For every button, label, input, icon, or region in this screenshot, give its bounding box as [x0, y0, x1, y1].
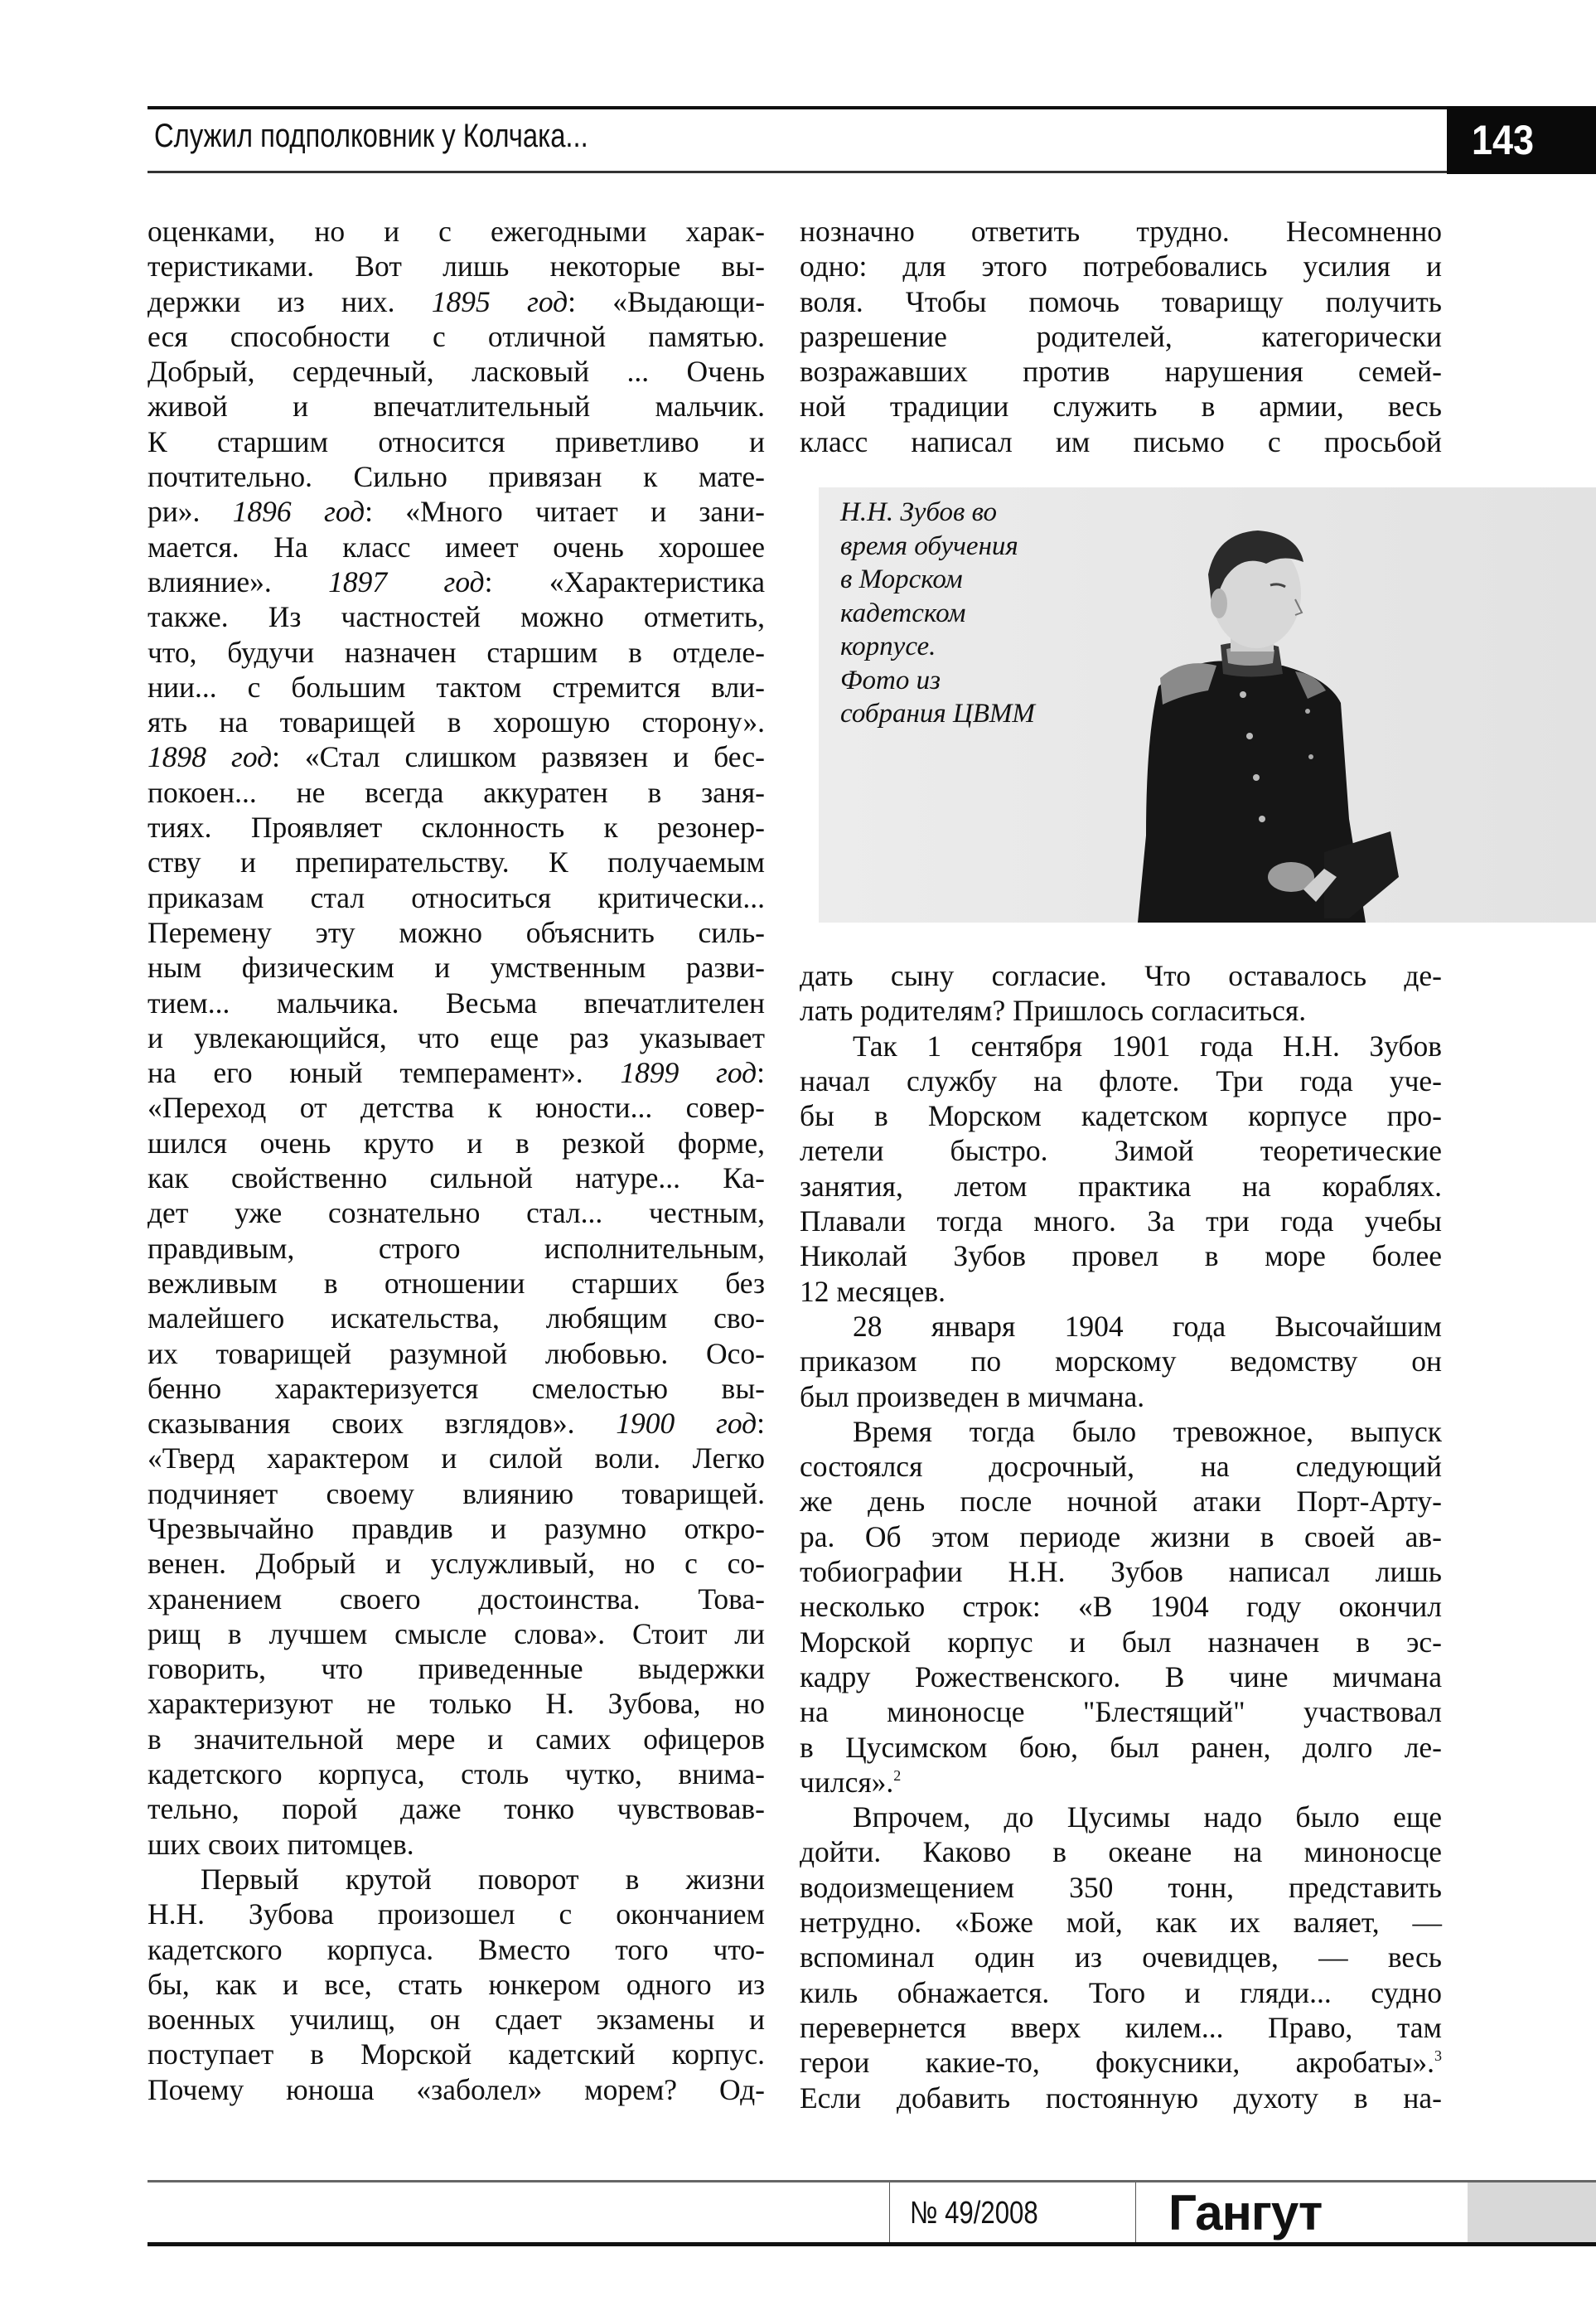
text-line: ри». 1896 год: «Много читает и зани- [148, 495, 766, 529]
photo-figure [819, 487, 1596, 923]
year-label: 1898 год [148, 740, 273, 774]
text-line: ной традиции служить в армии, весь [800, 390, 1442, 424]
text-line: ству и препирательству. К получаемым [148, 845, 765, 879]
footer-divider [889, 2182, 890, 2242]
text-line: почтительно. Сильно привязан к мате- [148, 460, 765, 494]
text-line: их товарищей разумной любовью. Осо- [148, 1336, 765, 1370]
text-line: Н.Н. Зубова произошел с окончанием [148, 1897, 765, 1931]
text-line: герои какие-то, фокусники, акробаты».$^3$ [800, 2046, 1442, 2080]
text-line: был произведен в мичмана. [800, 1379, 1145, 1413]
text-line: Почему юноша «заболел» морем? Од- [148, 2072, 765, 2106]
text-line: ять на товарищей в хорошую сторону». [148, 705, 765, 739]
text-line: тиях. Проявляет склонность к резонер- [148, 811, 765, 845]
running-title: Служил подполковник у Колчака... [154, 118, 588, 154]
text-line: кадетского корпуса. Вместо того что- [148, 1932, 765, 1966]
running-header [148, 106, 1596, 173]
text-line: бы, как и все, стать юнкером одного из [148, 1967, 765, 2001]
text-line: как свойственно сильной натуре... Ка- [148, 1161, 765, 1195]
text-line: занятия, летом практика на кораблях. [800, 1169, 1442, 1203]
text-line: малейшего искательства, любящим сво- [148, 1301, 765, 1335]
text-line: возражавших против нарушения семей- [800, 355, 1442, 389]
text-line: Так 1 сентября 1901 года Н.Н. Зубов [853, 1029, 1442, 1063]
text-line: подчиняет своему влиянию товарищей. [148, 1476, 765, 1510]
text-line: «Переход от детства к юности... совер- [148, 1091, 765, 1125]
text-line: Чрезвычайно правдив и разумно откро- [148, 1511, 765, 1545]
text-line: Николай Зубов провел в море более [800, 1239, 1442, 1273]
text-line: несколько строк: «В 1904 году окончил [800, 1590, 1442, 1624]
text-line: 28 января 1904 года Высочайшим [853, 1309, 1442, 1343]
text-line: венен. Добрый и услужливый, но с со- [148, 1547, 765, 1581]
text-line: шился очень круто и в резкой форме, [148, 1126, 765, 1160]
page-number-box [1447, 106, 1596, 174]
text-line: лать родителям? Пришлось согласиться. [800, 994, 1307, 1028]
text-line: класс написал им письмо с просьбой [800, 424, 1442, 458]
text-line: военных училищ, он сдает экзамены и [148, 2003, 765, 2037]
text-line: бенно характеризуется смелостью вы- [148, 1371, 765, 1405]
text-line: состоялся досрочный, на следующий [800, 1450, 1442, 1484]
text-line: одно: для этого потребовались усилия и [800, 249, 1442, 283]
left-column [148, 214, 765, 2107]
text-line: же день после ночной атаки Порт-Арту- [800, 1485, 1442, 1519]
text-line: К старшим относится приветливо и [148, 424, 765, 458]
text-line: Если добавить постоянную духоту в на- [800, 2081, 1442, 2115]
text-line: летели быстро. Зимой теоретические [800, 1134, 1442, 1168]
text-line: Время тогда было тревожное, выпуск [853, 1414, 1442, 1448]
text-line: чился».$^2$ [800, 1765, 902, 1799]
text-line: Перемену эту можно объяснить силь- [148, 915, 765, 949]
text-line: вежливым в отношении старших без [148, 1266, 765, 1300]
text-line: теристиками. Вот лишь некоторые вы- [148, 249, 765, 283]
text-line: что, будучи назначен старшим в отделе- [148, 635, 765, 669]
text-line: хранением своего достоинства. Това- [148, 1582, 765, 1616]
text-line: живой и впечатлительный мальчик. [148, 390, 765, 424]
text-line: вспоминал один из очевидцев, — весь [800, 1940, 1442, 1974]
text-line: 12 месяцев. [800, 1274, 946, 1308]
text-line: ра. Об этом периоде жизни в своей ав- [800, 1519, 1442, 1553]
text-line: Первый крутой поворот в жизни [201, 1862, 765, 1896]
text-line: нии... с большим тактом стремится вли- [148, 670, 765, 704]
text-line: ших своих питомцев. [148, 1827, 414, 1861]
text-line: оценками, но и с ежегодными харак- [148, 215, 765, 248]
text-line: нетрудно. «Боже мой, как их валяет, — [800, 1906, 1442, 1940]
magazine-logo: Гангут [1168, 2185, 1323, 2241]
text-line: тельно, порой даже тонко чувствовав- [148, 1792, 765, 1826]
year-label: 1900 год [616, 1407, 757, 1441]
text-line: также. Из частностей можно отметить, [148, 600, 765, 634]
text-line: Плавали тогда много. За три года учебы [800, 1204, 1442, 1238]
text-line: тием... мальчика. Весьма впечатлителен [148, 986, 765, 1020]
text-line: характеризуют не только Н. Зубова, но [148, 1687, 765, 1721]
text-line: на его юный темперамент». 1899 год: [148, 1056, 765, 1090]
photo-caption: Н.Н. Зубов во время обучения в Морском кадетском корпусе. Фото из собрания ЦВММ [840, 497, 1035, 729]
footer-grey-block [1468, 2182, 1596, 2242]
year-label: 1896 год [232, 495, 365, 529]
year-label: 1895 год [431, 284, 568, 318]
footer-divider [1135, 2182, 1136, 2242]
text-line: приказом по морскому ведомству он [800, 1344, 1442, 1378]
text-line: поступает в Морской кадетский корпус. [148, 2037, 765, 2071]
text-line: кадетского корпуса, столь чутко, внима- [148, 1757, 765, 1791]
text-line: еся способности с отличной памятью. [148, 319, 765, 353]
text-line: кадру Рожественского. В чине мичмана [800, 1659, 1442, 1693]
text-line: «Тверд характером и силой воли. Легко [148, 1441, 765, 1475]
text-line: водоизмещением 350 тонн, представить [800, 1870, 1442, 1904]
text-line: начал службу на флоте. Три года уче- [800, 1063, 1442, 1097]
text-line: покоен... не всегда аккуратен в заня- [148, 775, 765, 809]
footnote-ref: 2 [893, 1766, 902, 1784]
page-number: 143 [1472, 117, 1535, 163]
text-line: воля. Чтобы помочь товарищу получить [800, 284, 1442, 318]
page-footer [148, 2180, 1596, 2246]
text-line: дать сыну согласие. Что оставалось де- [800, 959, 1442, 992]
text-line: киль обнажается. Того и гляди... судно [800, 1975, 1442, 2009]
text-line: Морской корпус и был назначен в эс- [800, 1625, 1442, 1659]
text-line: тобиографии Н.Н. Зубов написал лишь [800, 1555, 1442, 1589]
text-line: говорить, что приведенные выдержки [148, 1652, 765, 1686]
text-line: на миноносце "Блестящий" участвовал [800, 1695, 1442, 1729]
text-line: разрешение родителей, категорически [800, 319, 1442, 353]
year-label: 1897 год [328, 564, 485, 598]
text-line: ным физическим и умственным разви- [148, 951, 765, 985]
footnote-ref: 3 [1434, 2047, 1442, 2065]
text-line: бы в Морском кадетском корпусе про- [800, 1099, 1442, 1133]
text-line: дет уже сознательно стал... честным, [148, 1196, 765, 1230]
right-column-continued [800, 958, 1442, 2115]
issue-number: № 49/2008 [910, 2196, 1038, 2231]
year-label: 1899 год [620, 1056, 757, 1090]
text-line: правдивым, строго исполнительным, [148, 1231, 765, 1265]
text-line: нозначно ответить трудно. Несомненно [800, 215, 1442, 248]
text-line: мается. На класс имеет очень хорошее [148, 530, 765, 564]
text-line: приказам стал относиться критически... [148, 880, 765, 914]
text-line: перевернется вверх килем... Право, там [800, 2010, 1442, 2044]
text-line: дойти. Каково в океане на миноносце [800, 1835, 1442, 1869]
text-line: держки из них. 1895 год: «Выдающи- [148, 284, 766, 318]
text-line: влияние». 1897 год: «Характеристика [148, 564, 766, 598]
text-line: Впрочем, до Цусимы надо было еще [853, 1800, 1442, 1834]
text-line: в Цусимском бою, был ранен, долго ле- [800, 1730, 1442, 1764]
text-line: и увлекающийся, что еще раз указывает [148, 1020, 765, 1054]
text-line: сказывания своих взглядов». 1900 год: [148, 1407, 765, 1441]
text-line: Добрый, сердечный, ласковый ... Очень [148, 355, 765, 389]
text-line: в значительной мере и самих офицеров [148, 1722, 765, 1756]
text-line: рищ в лучшем смысле слова». Стоит ли [148, 1616, 765, 1650]
text-line: 1898 год: «Стал слишком развязен и бес- [148, 740, 765, 774]
